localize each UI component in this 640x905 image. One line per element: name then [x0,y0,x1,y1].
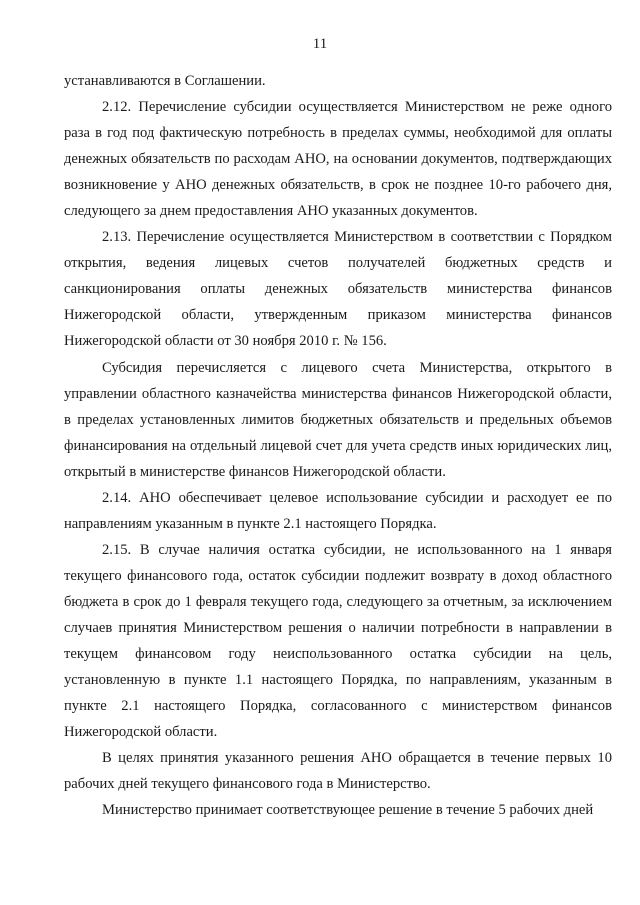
paragraph-ministry-decision: Министерство принимает соответствующее решение в течение 5 рабочих дней [102,802,594,819]
paragraph-subsidy-transfer: Субсидия перечисляется с лицевого счета Министерства, открытого в управлении областного казначейства министерства финансов Нижегородской области, в пределах установленных лимитов бюджетных обязательств и предельных объемов финансирования на отдельный лицевой счет для учета средств иных юридических лиц, открытый в министерстве финансов Нижегородской области. [64,359,612,480]
paragraph-2-12: 2.12. Перечисление субсидии осуществляется Министерством не реже одного раза в год под фактическую потребность в пределах суммы, необходимой для оплаты денежных обязательств по расходам АНО, на основании документов, подтверждающих возникновение у АНО денежных обязательств, в срок не позднее 10-го рабочего дня, следующего за днем предоставления АНО указанных документов. [64,99,612,220]
paragraph-2-14: 2.14. АНО обеспечивает целевое использование субсидии и расходует ее по направлениям указанным в пункте 2.1 настоящего Порядка. [64,489,612,532]
paragraph-continuation: устанавливаются в Соглашении. [64,73,266,89]
page-number: 11 [312,36,328,52]
paragraph-2-15: 2.15. В случае наличия остатка субсидии, не использованного на 1 января текущего финансового года, остаток субсидии подлежит возврату в доход областного бюджета в срок до 1 февраля текущего года, следующего за отчетным, за исключением случаев принятия Министерством решения о наличии потребности в направлении в текущем финансовом году неиспользованного остатка субсидии на цель, установленную в пункте 1.1 настоящего Порядка, по направлениям, указанным в пункте 2.1 настоящего Порядка, согласованного с министерством финансов Нижегородской области. [64,541,612,741]
paragraph-2-13: 2.13. Перечисление осуществляется Министерством в соответствии с Порядком открытия, ведения лицевых счетов получателей бюджетных средств и санкционирования оплаты денежных обязательств министерства финансов Нижегородской области, утвержденным приказом министерства финансов Нижегородской области от 30 ноября 2010 г. № 156. [64,229,612,350]
document-body [64,68,612,823]
paragraph-decision-request: В целях принятия указанного решения АНО обращается в течение первых 10 рабочих дней текущего финансового года в Министерство. [64,750,612,793]
